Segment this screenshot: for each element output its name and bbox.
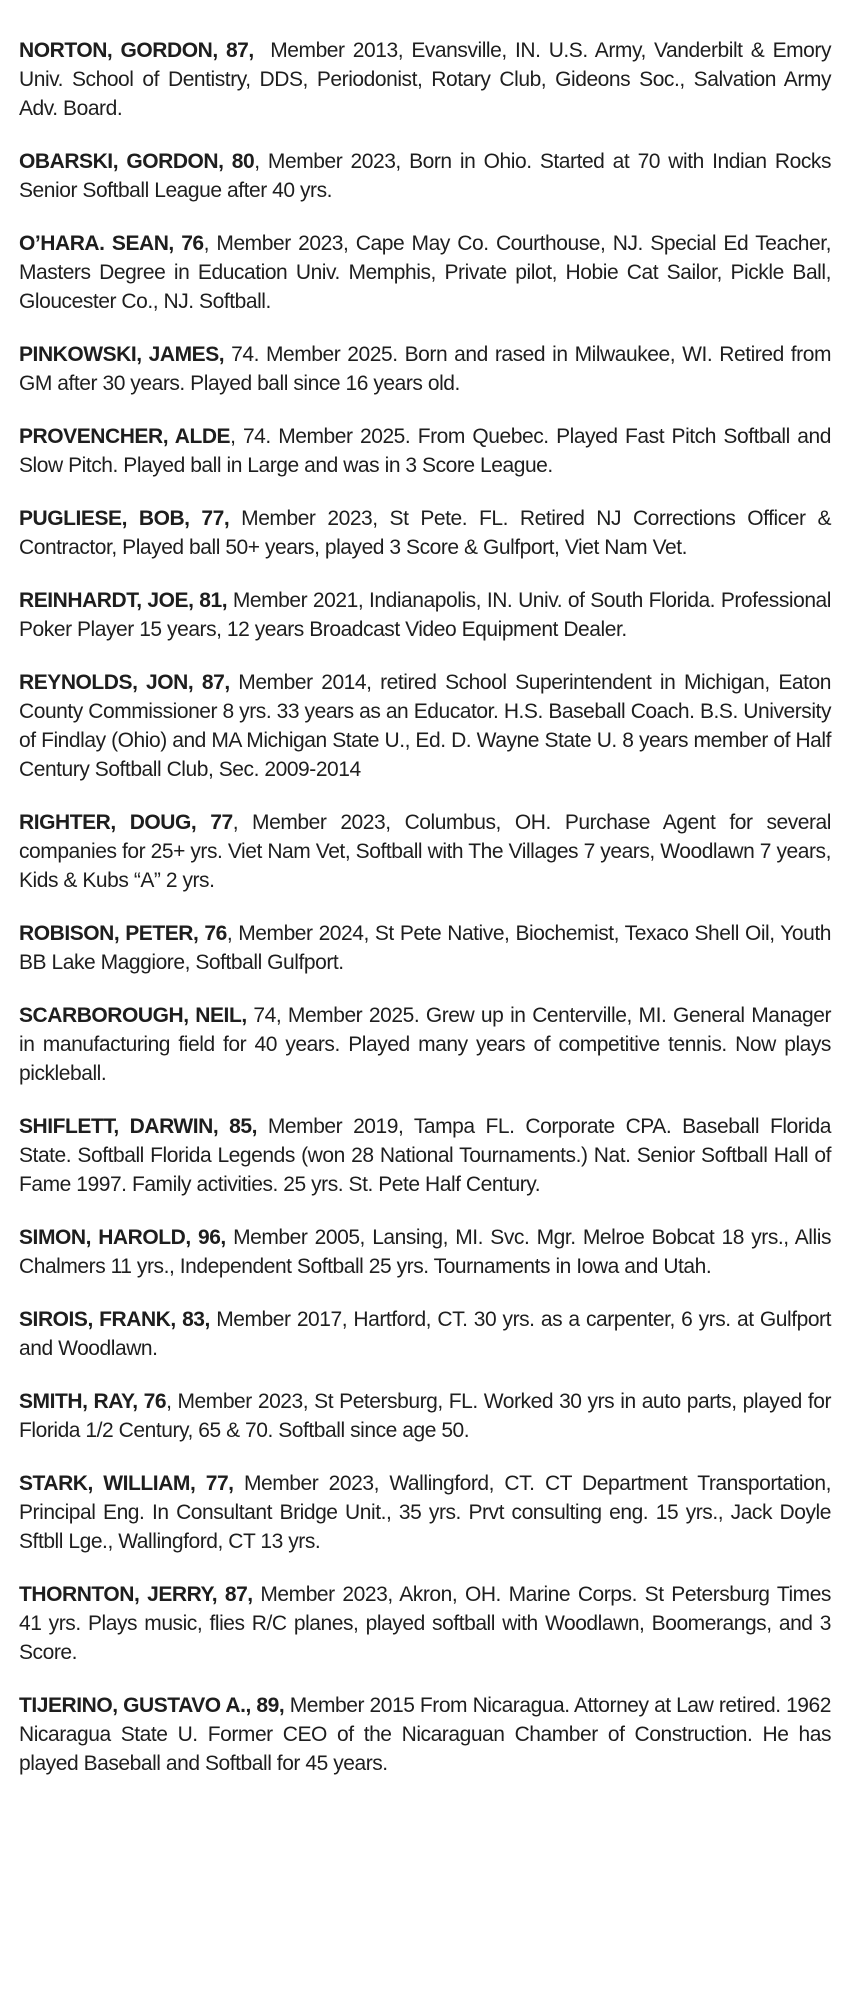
member-name: SCARBOROUGH, NEIL, bbox=[19, 1004, 247, 1027]
member-entry bbox=[19, 36, 837, 123]
member-name: REINHARDT, JOE, 81, bbox=[19, 589, 228, 612]
member-name: NORTON, GORDON, 87, bbox=[19, 39, 254, 62]
member-entry bbox=[19, 1691, 831, 1778]
member-directory bbox=[19, 36, 837, 1802]
member-bio: Member 2015 From Nicaragua. Attorney at Law retired. 1962 Nicaragua State U. Former CEO of the Nicaraguan Chamber of Construction. He has played Baseball and Softball for 45 years. bbox=[19, 1694, 831, 1775]
member-entry bbox=[19, 422, 831, 480]
member-bio: Member 2013, Evansville, IN. U.S. Army, Vanderbilt & Emory Univ. School of Dentistry, DDS, Periodonist, Rotary Club, Gideons Soc., Salvation Army Adv. Board. bbox=[19, 39, 837, 120]
member-name: STARK, WILLIAM, 77, bbox=[19, 1472, 234, 1495]
member-entry bbox=[19, 1223, 831, 1281]
member-bio: 74, Member 2025. Grew up in Centerville, MI. General Manager in manufacturing field for 40 years. Played many years of competitive tennis. Now plays pickleball. bbox=[19, 1004, 831, 1085]
member-name: SHIFLETT, DARWIN, 85, bbox=[19, 1115, 257, 1138]
member-name: RIGHTER, DOUG, 77 bbox=[19, 811, 233, 834]
member-bio: 74. Member 2025. Born and rased in Milwaukee, WI. Retired from GM after 30 years. Played ball since 16 years old. bbox=[19, 343, 831, 395]
member-name: PUGLIESE, BOB, 77, bbox=[19, 507, 230, 530]
member-name: O’HARA. SEAN, 76 bbox=[19, 232, 204, 255]
member-name: THORNTON, JERRY, 87, bbox=[19, 1583, 253, 1606]
member-bio: Member 2005, Lansing, MI. Svc. Mgr. Melroe Bobcat 18 yrs., Allis Chalmers 11 yrs., Independent Softball 25 yrs. Tournaments in Iowa and Utah. bbox=[19, 1226, 831, 1278]
member-entry bbox=[19, 919, 831, 977]
member-entry bbox=[19, 1112, 831, 1199]
member-entry bbox=[19, 504, 831, 562]
member-name: PINKOWSKI, JAMES, bbox=[19, 343, 225, 366]
member-bio: , Member 2024, St Pete Native, Biochemist, Texaco Shell Oil, Youth BB Lake Maggiore, Softball Gulfport. bbox=[19, 922, 831, 974]
member-bio: Member 2023, Akron, OH. Marine Corps. St Petersburg Times 41 yrs. Plays music, flies R/C planes, played softball with Woodlawn, Boomerangs, and 3 Score. bbox=[19, 1583, 831, 1664]
member-entry bbox=[19, 147, 831, 205]
member-bio: , Member 2023, Born in Ohio. Started at 70 with Indian Rocks Senior Softball League after 40 yrs. bbox=[19, 150, 831, 202]
member-bio: Member 2023, St Pete. FL. Retired NJ Corrections Officer & Contractor, Played ball 50+ years, played 3 Score & Gulfport, Viet Nam Vet. bbox=[19, 507, 831, 559]
member-bio: Member 2019, Tampa FL. Corporate CPA. Baseball Florida State. Softball Florida Legends (won 28 National Tournaments.) Nat. Senior Softball Hall of Fame 1997. Family activities. 25 yrs. St. Pete Half Century. bbox=[19, 1115, 831, 1196]
member-bio: , Member 2023, Cape May Co. Courthouse, NJ. Special Ed Teacher, Masters Degree in Education Univ. Memphis, Private pilot, Hobie Cat Sailor, Pickle Ball, Gloucester Co., NJ. Softball. bbox=[19, 232, 831, 313]
member-entry bbox=[19, 668, 831, 784]
member-entry bbox=[19, 1305, 831, 1363]
member-bio: Member 2023, Wallingford, CT. CT Department Transportation, Principal Eng. In Consultant Bridge Unit., 35 yrs. Prvt consulting eng. 15 yrs., Jack Doyle Sftbll Lge., Wallingford, CT 13 yrs. bbox=[19, 1472, 831, 1553]
member-bio: Member 2014, retired School Superintendent in Michigan, Eaton County Commissioner 8 yrs. 33 years as an Educator. H.S. Baseball Coach. B.S. University of Findlay (Ohio) and MA Michigan State U., Ed. D. Wayne State U. 8 years member of Half Century Softball Club, Sec. 2009-2014 bbox=[19, 671, 832, 781]
member-entry bbox=[19, 1580, 831, 1667]
member-bio: , 74. Member 2025. From Quebec. Played Fast Pitch Softball and Slow Pitch. Played ball in Large and was in 3 Score League. bbox=[19, 425, 831, 477]
member-name: SMITH, RAY, 76 bbox=[19, 1390, 167, 1413]
member-entry bbox=[19, 340, 831, 398]
member-name: SIROIS, FRANK, 83, bbox=[19, 1308, 210, 1331]
member-entry bbox=[19, 808, 831, 895]
member-name: REYNOLDS, JON, 87, bbox=[19, 671, 230, 694]
member-entry bbox=[19, 1387, 831, 1445]
member-name: TIJERINO, GUSTAVO A., 89, bbox=[19, 1694, 285, 1717]
member-name: OBARSKI, GORDON, 80 bbox=[19, 150, 255, 173]
member-bio: , Member 2023, Columbus, OH. Purchase Agent for several companies for 25+ yrs. Viet Nam Vet, Softball with The Villages 7 years, Woodlawn 7 years, Kids & Kubs “A” 2 yrs. bbox=[19, 811, 831, 892]
member-name: ROBISON, PETER, 76 bbox=[19, 922, 227, 945]
member-bio: Member 2017, Hartford, CT. 30 yrs. as a carpenter, 6 yrs. at Gulfport and Woodlawn. bbox=[19, 1308, 831, 1360]
member-entry bbox=[19, 1001, 831, 1088]
member-entry bbox=[19, 586, 831, 644]
member-bio: Member 2021, Indianapolis, IN. Univ. of South Florida. Professional Poker Player 15 years, 12 years Broadcast Video Equipment Dealer. bbox=[19, 589, 831, 641]
member-entry bbox=[19, 229, 831, 316]
member-name: SIMON, HAROLD, 96, bbox=[19, 1226, 226, 1249]
member-name: PROVENCHER, ALDE bbox=[19, 425, 231, 448]
member-bio: , Member 2023, St Petersburg, FL. Worked 30 yrs in auto parts, played for Florida 1/2 Century, 65 & 70. Softball since age 50. bbox=[19, 1390, 832, 1442]
member-entry bbox=[19, 1469, 831, 1556]
